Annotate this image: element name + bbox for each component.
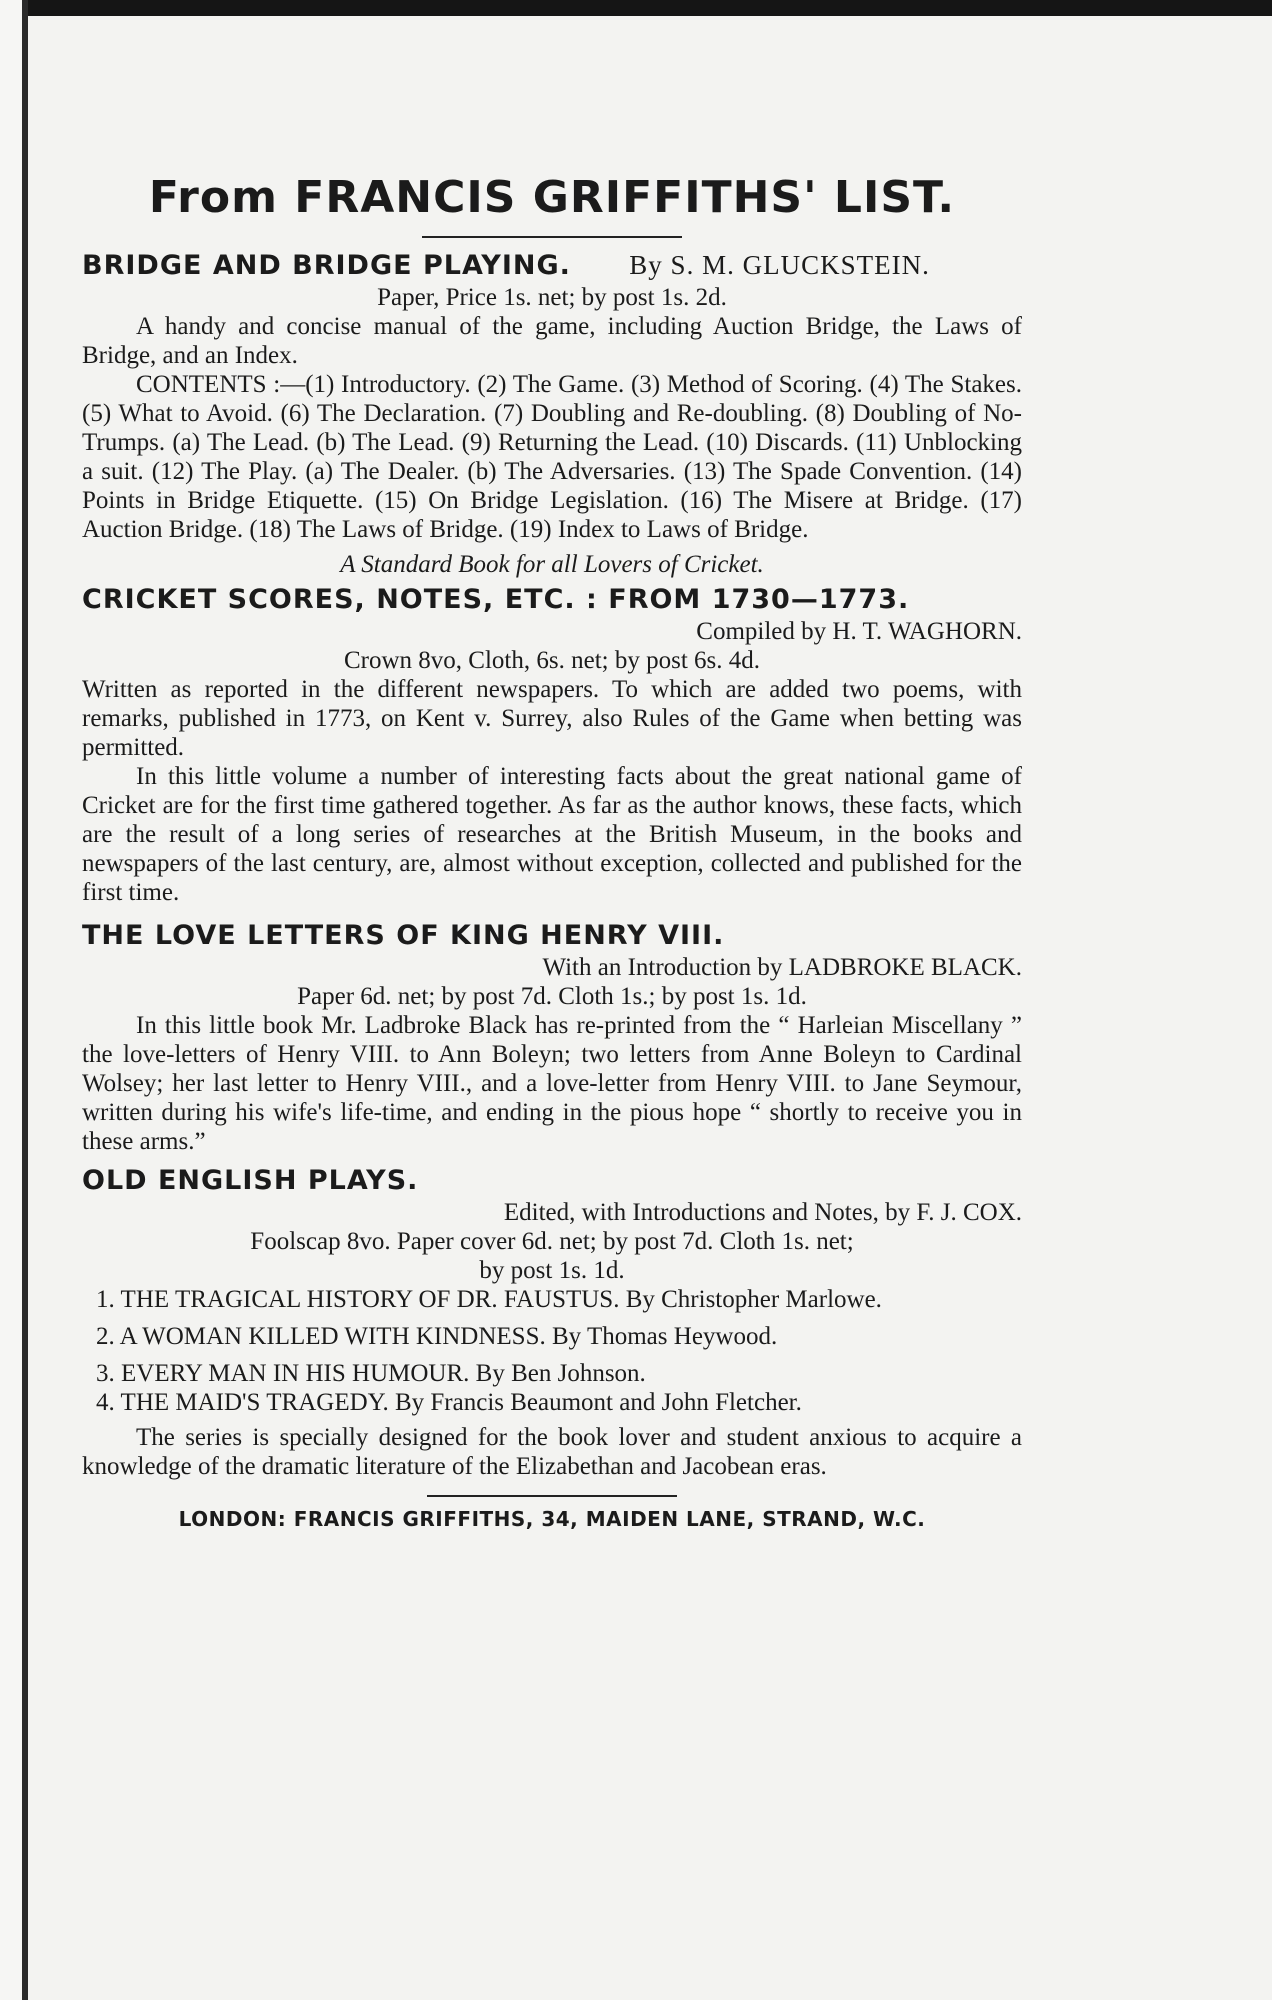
section-heading: CRICKET SCORES, NOTES, ETC. : FROM 1730—1773. [82,584,910,615]
list-item: 2. A WOMAN KILLED WITH KINDNESS. By Thomas Heywood. [96,1323,778,1350]
advert-content [82,170,1022,1534]
section-price: Foolscap 8vo. Paper cover 6d. net; by post 7d. Cloth 1s. net; [250,1228,854,1255]
title-rule [422,236,682,238]
section-price: Paper, Price 1s. net; by post 1s. 2d. [377,284,727,311]
publisher-footer: LONDON: FRANCIS GRIFFITHS, 34, MAIDEN LANE, STRAND, W.C. [178,1507,926,1531]
section-author: Compiled by H. T. WAGHORN. [696,618,1022,645]
section-author: By S. M. GLUCKSTEIN. [629,250,930,280]
section-price: Paper 6d. net; by post 7d. Cloth 1s.; by post 1s. 1d. [297,983,807,1010]
list-item: 3. EVERY MAN IN HIS HUMOUR. By Ben Johnson. [96,1360,646,1387]
section-description: The series is specially designed for the book lover and student anxious to acquire a knowledge of the dramatic literature of the Elizabethan and Jacobean eras. [82,1424,1022,1480]
section-old-english-plays [82,1164,1022,1481]
section-author: With an Introduction by LADBROKE BLACK. [542,954,1022,981]
page-title: From FRANCIS GRIFFITHS' LIST. [148,172,956,223]
section-contents: CONTENTS :—(1) Introductory. (2) The Game. (3) Method of Scoring. (4) The Stakes. (5) What to Avoid. (6) The Declaration. (7) Doubling and Re-doubling. (8) Doubling of No-Trumps. (a) The Lead. (b) The Lead. (9) Returning the Lead. (10) Discards. (11) Unblocking a suit. (12) The Play. (a) The Dealer. (b) The Adversaries. (13) The Spade Convention. (14) Points in Bridge Etiquette. (15) On Bridge Legislation. (16) The Misere at Bridge. (17) Auction Bridge. (18) The Laws of Bridge. (19) Index to Laws of Bridge. [82,371,1022,543]
page-spine [0,0,28,2000]
section-heading: THE LOVE LETTERS OF KING HENRY VIII. [82,920,725,951]
section-cricket [82,550,1022,907]
section-description: In this little book Mr. Ladbroke Black has re-printed from the “ Harleian Miscellany ” the love-letters of Henry VIII. to Ann Boleyn; two letters from Anne Boleyn to Cardinal Wolsey; her last letter to Henry VIII., and a love-letter from Henry VIII. to Jane Seymour, written during his wife's life-time, and ending in the pious hope “ shortly to receive you in these arms.” [82,1012,1022,1155]
section-note: Written as reported in the different newspapers. To which are added two poems, with remarks, published in 1773, on Kent v. Surrey, also Rules of the Game when betting was permitted. [82,676,1022,761]
section-author: Edited, with Introductions and Notes, by F. J. COX. [503,1199,1022,1226]
section-description: A handy and concise manual of the game, including Auction Bridge, the Laws of Bridge, and an Index. [82,313,1022,369]
list-item: 4. THE MAID'S TRAGEDY. By Francis Beaumont and John Fletcher. [96,1389,802,1416]
section-price-post: by post 1s. 1d. [479,1257,625,1284]
list-item: 1. THE TRAGICAL HISTORY OF DR. FAUSTUS. By Christopher Marlowe. [96,1286,882,1313]
section-heading: OLD ENGLISH PLAYS. [82,1165,419,1196]
section-tagline: A Standard Book for all Lovers of Cricket. [340,551,764,578]
section-bridge [82,248,1022,544]
section-description: In this little volume a number of interesting facts about the great national game of Cricket are for the first time gathered together. As far as the author knows, these facts, which are the result of a long series of researches at the British Museum, in the books and newspapers of the last century, are, almost without exception, collected and published for the first time. [82,763,1022,906]
section-heading: BRIDGE AND BRIDGE PLAYING. [82,250,571,281]
section-price: Crown 8vo, Cloth, 6s. net; by post 6s. 4d. [344,647,760,674]
section-love-letters [82,919,1022,1156]
scan-top-edge [0,0,1272,16]
footer-rule [427,1495,677,1497]
